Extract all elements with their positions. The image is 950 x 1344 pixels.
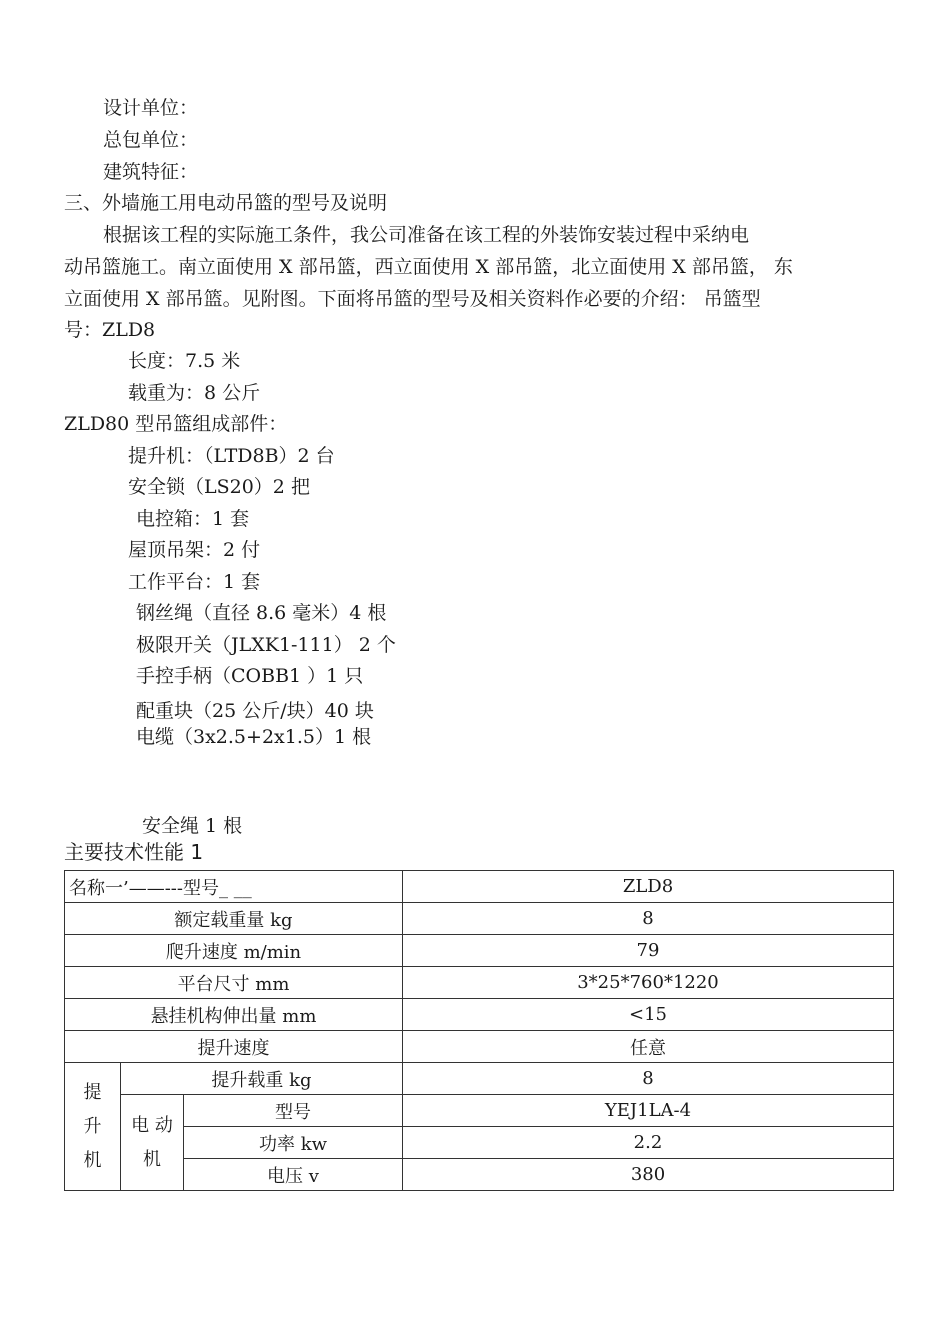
table-row (65, 1127, 894, 1159)
paragraph-line-2: 动吊篮施工。南立面使用 X 部吊篮，西立面使用 X 部吊篮，北立面使用 X 部吊篮， 东 (64, 256, 793, 278)
length-spec: 长度：7.5 米 (128, 350, 241, 372)
spec-table-title: 主要技术性能 1 (64, 840, 204, 864)
table-row (65, 967, 894, 999)
header-name-cell: 名称一’——---型号_ __ (65, 871, 403, 903)
table-row (65, 1063, 894, 1095)
general-contractor: 总包单位： (103, 129, 199, 151)
component-item: 安全锁（LS20）2 把 (128, 476, 310, 498)
row-value: 8 (403, 903, 894, 935)
row-label: 悬挂机构伸出量 mm (65, 999, 403, 1031)
design-unit: 设计单位： (103, 97, 199, 119)
table-row (65, 871, 894, 903)
motor-group-cell: 电 动 机 (121, 1095, 184, 1191)
component-item: 配重块（25 公斤/块）40 块 (136, 700, 374, 722)
component-item: 手控手柄（COBB1 ）1 只 (136, 665, 364, 687)
row-label: 爬升速度 m/min (65, 935, 403, 967)
table-row (65, 1031, 894, 1063)
row-label: 型号 (184, 1095, 403, 1127)
row-value: 2.2 (403, 1127, 894, 1159)
component-item: 极限开关（JLXK1-111） 2 个 (136, 634, 396, 656)
load-spec: 载重为：8 公斤 (128, 382, 261, 404)
table-row (65, 999, 894, 1031)
component-item: 提升机：（LTD8B）2 台 (128, 445, 335, 467)
row-label: 电压 v (184, 1159, 403, 1191)
row-label: 提升速度 (65, 1031, 403, 1063)
paragraph-line-3: 立面使用 X 部吊篮。见附图。下面将吊篮的型号及相关资料作必要的介绍： 吊篮型 (64, 288, 761, 310)
table-row (65, 935, 894, 967)
component-item: 屋顶吊架：2 付 (128, 539, 261, 561)
row-label: 平台尺寸 mm (65, 967, 403, 999)
table-row (65, 1159, 894, 1191)
row-label: 提升载重 kg (121, 1063, 403, 1095)
table-row (65, 903, 894, 935)
row-value: YEJ1LA-4 (403, 1095, 894, 1127)
row-value: 3*25*760*1220 (403, 967, 894, 999)
header-value-cell: ZLD8 (403, 871, 894, 903)
row-label: 功率 kw (184, 1127, 403, 1159)
row-label: 额定载重量 kg (65, 903, 403, 935)
building-features: 建筑特征： (103, 161, 199, 183)
paragraph-line-4: 号：ZLD8 (64, 319, 156, 341)
row-value: 8 (403, 1063, 894, 1095)
table-row (65, 1095, 894, 1127)
row-value: 79 (403, 935, 894, 967)
paragraph-line-1: 根据该工程的实际施工条件，我公司准备在该工程的外装饰安装过程中采纳电 (103, 224, 750, 246)
spec-table (64, 870, 894, 1191)
row-value: 任意 (403, 1031, 894, 1063)
component-item: 电缆（3x2.5+2x1.5）1 根 (136, 726, 372, 748)
section-title: 三、外墙施工用电动吊篮的型号及说明 (64, 192, 388, 214)
component-item: 安全绳 1 根 (142, 815, 243, 837)
component-item: 电控箱：1 套 (136, 508, 250, 530)
components-title: ZLD80 型吊篮组成部件： (64, 413, 288, 435)
component-item: 工作平台：1 套 (128, 571, 261, 593)
hoist-group-cell: 提 升 机 (65, 1063, 121, 1191)
row-value: <15 (403, 999, 894, 1031)
component-item: 钢丝绳（直径 8.6 毫米）4 根 (136, 602, 387, 624)
row-value: 380 (403, 1159, 894, 1191)
